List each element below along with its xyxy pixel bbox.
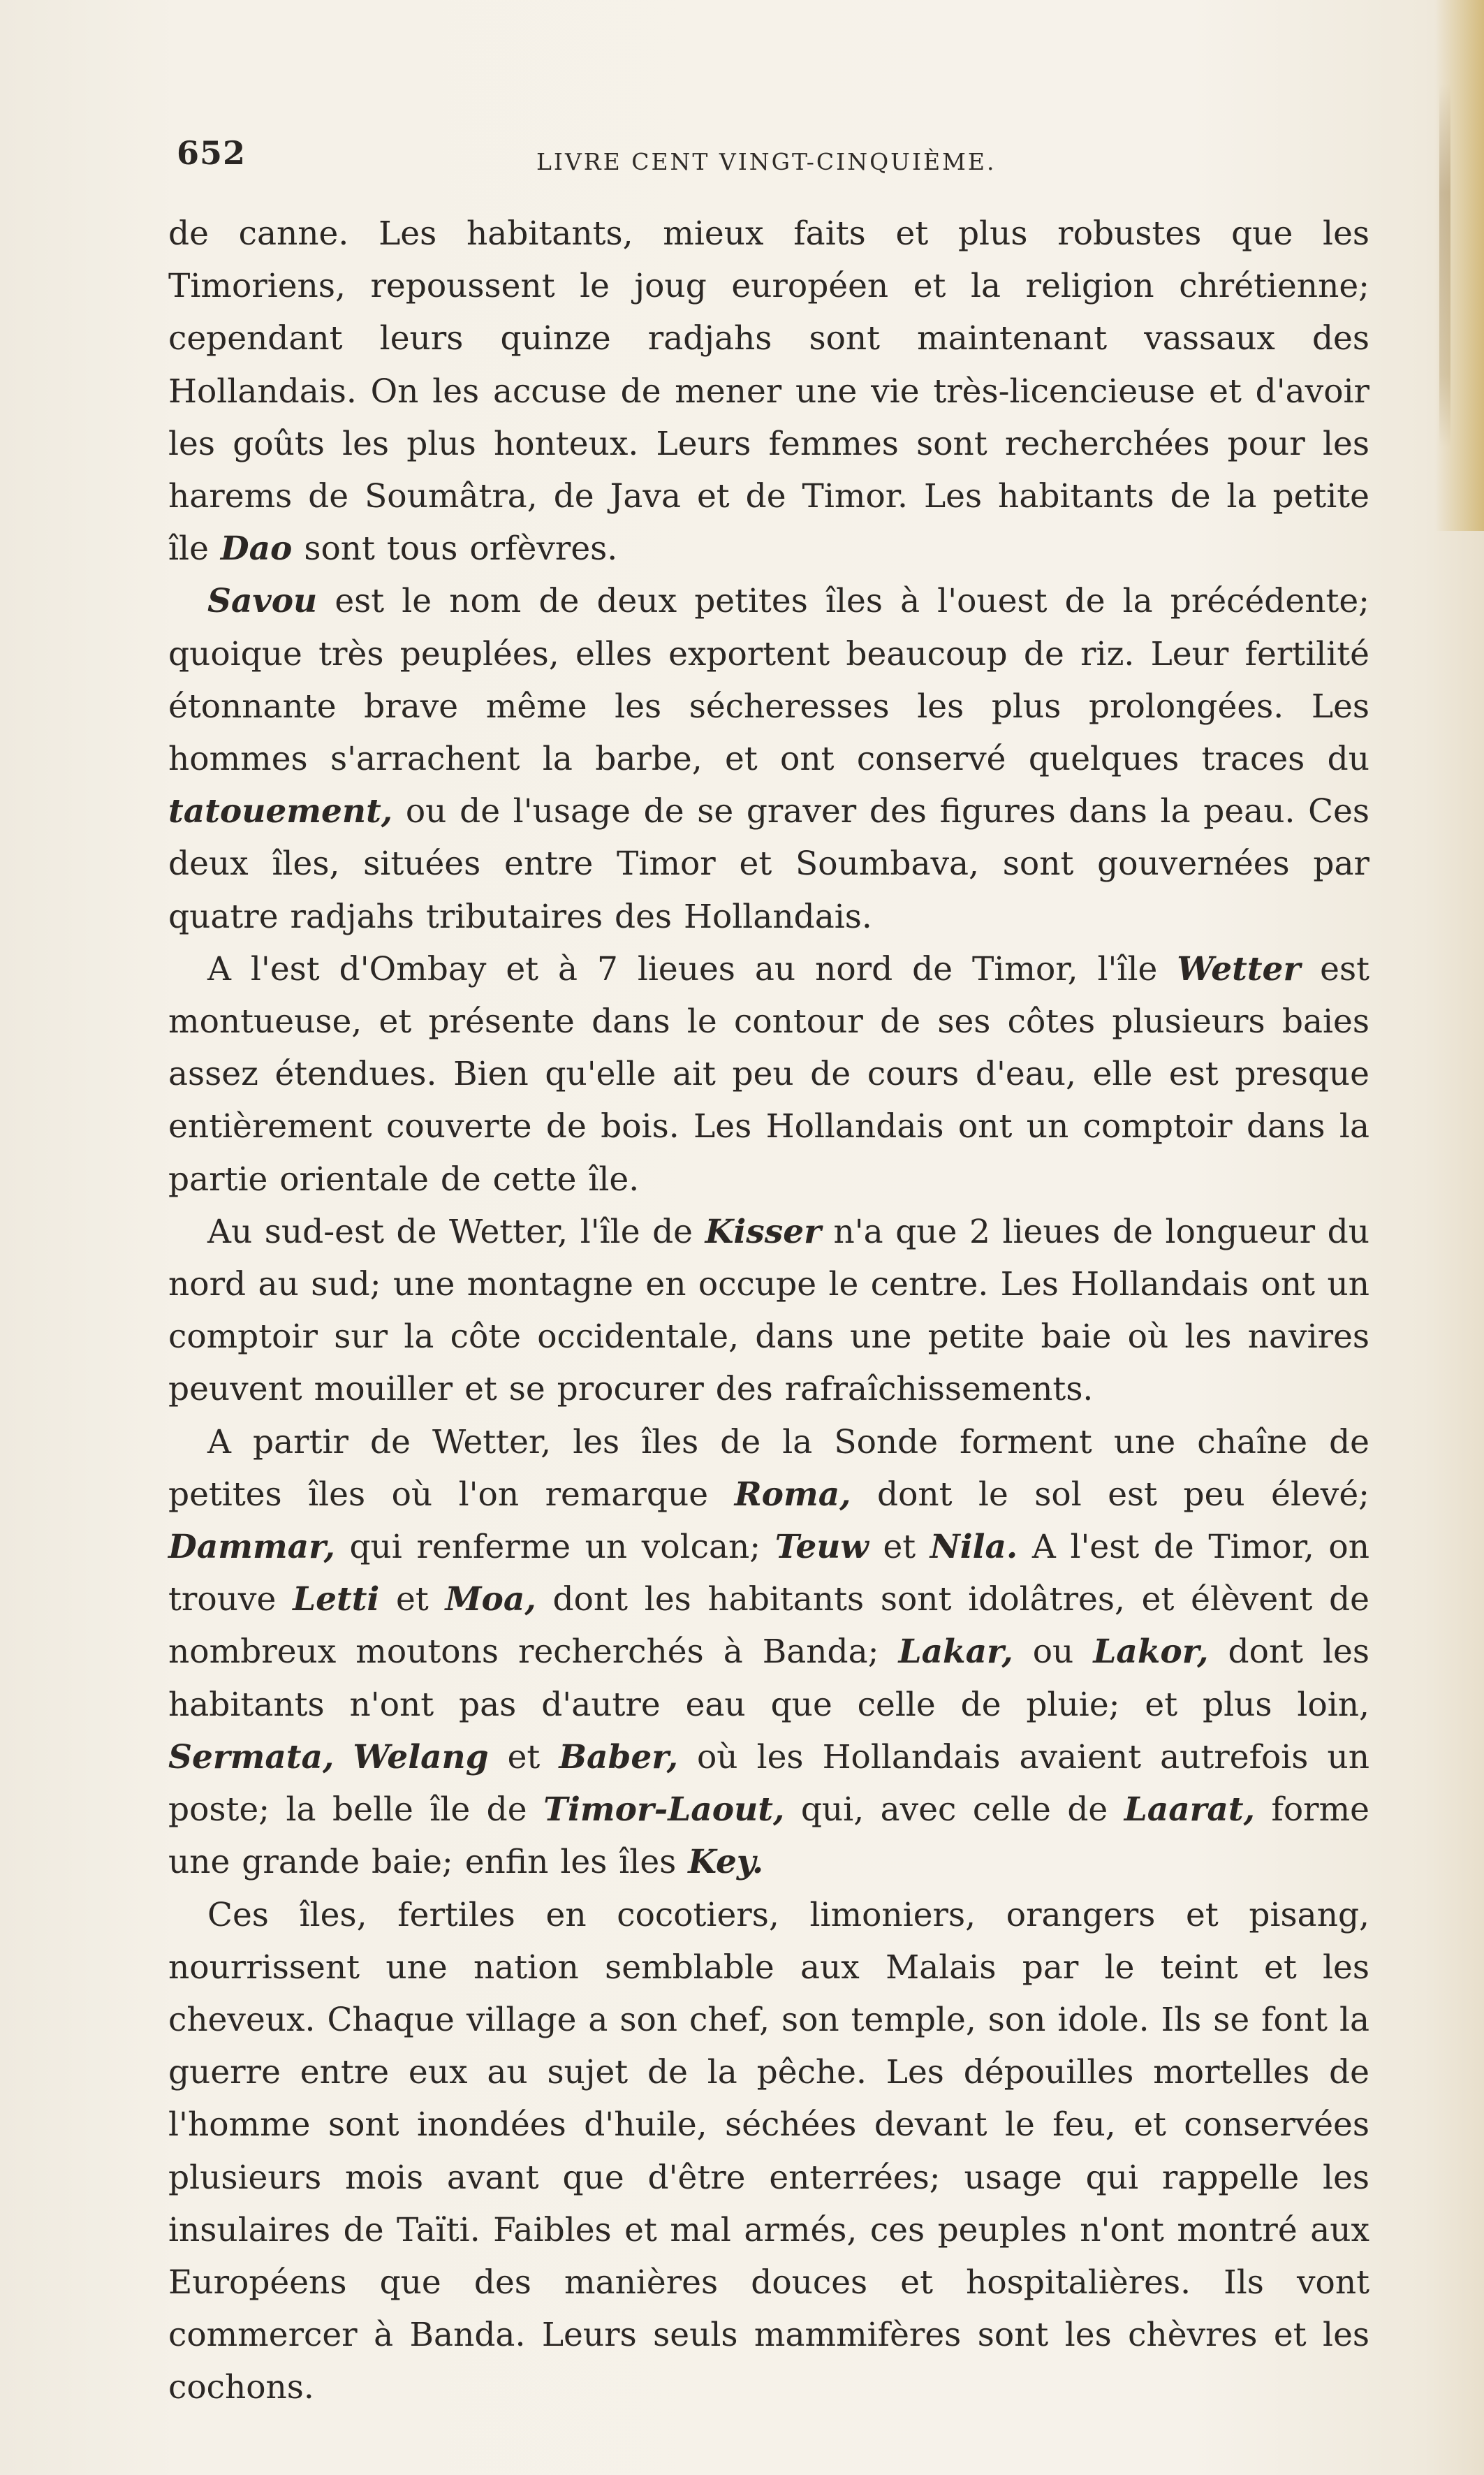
text-run: sont tous orfèvres. xyxy=(292,530,618,569)
text-run: forme une grande baie; enfin les îles xyxy=(168,1790,1369,1882)
text-run: est le nom de deux petites îles à l'ouest de la précédente; quoique très peuplées, elles exportent beaucoup de riz. Leur fertilité étonnante brave même les sécheresses les plus prolongées. Les hommes s'arrachent la barbe, et ont conservé quelques traces du xyxy=(168,582,1369,779)
text-run: et xyxy=(868,1528,930,1567)
paragraph-5 xyxy=(168,1416,1369,1889)
text-run: Ces îles, fertiles en cocotiers, limoniers, orangers et pisang, nourrissent une nation semblable aux Malais par le teint et les cheveux. Chaque village a son chef, son temple, son idole. Ils se font la guerre entre eux au sujet de la pêche. Les dépouilles mortelles de l'homme sont inondées d'huile, séchées devant le feu, et conservées plusieurs mois avant que d'être enterrées; usage qui rappelle les insulaires de Taïti. Faibles et mal armés, ces peuples n'ont montré aux Européens que des manières douces et hospitalières. Ils vont commercer à Banda. Leurs seuls mammifères sont les chèvres et les cochons. xyxy=(168,1895,1369,2407)
emphasis-run: Kisser xyxy=(705,1212,821,1251)
emphasis-run: Welang xyxy=(353,1737,489,1776)
text-run: dont les habitants sont idolâtres, et élèvent de nombreux moutons recherchés à Banda; xyxy=(168,1580,1369,1672)
text-run: dont les habitants n'ont pas d'autre eau que celle de pluie; et plus loin, xyxy=(168,1633,1369,1724)
text-run: dont le sol est peu élevé; xyxy=(851,1475,1370,1514)
emphasis-run: Key. xyxy=(688,1843,764,1882)
paragraph-6 xyxy=(168,1889,1369,2414)
emphasis-run: Timor-Laout, xyxy=(543,1790,785,1830)
paragraph-3 xyxy=(168,943,1369,1206)
page-number: 652 xyxy=(177,134,247,172)
text-run: qui, avec celle de xyxy=(784,1790,1124,1830)
page-edge-shadow xyxy=(1439,84,1450,447)
emphasis-run: Dammar, xyxy=(168,1528,335,1567)
emphasis-run: Laarat, xyxy=(1124,1790,1255,1830)
emphasis-run: Wetter xyxy=(1177,949,1301,988)
text-run: A partir de Wetter, les îles de la Sonde forment une chaîne de petites îles où l'on remarque xyxy=(168,1422,1369,1514)
emphasis-run: Lakar, xyxy=(898,1633,1013,1672)
text-run xyxy=(334,1738,353,1776)
text-run: A l'est d'Ombay et à 7 lieues au nord de Timor, l'île xyxy=(207,949,1177,988)
emphasis-run: Baber, xyxy=(559,1737,678,1776)
text-run: qui renferme un volcan; xyxy=(335,1528,775,1567)
paragraph-2 xyxy=(168,575,1369,942)
emphasis-run: Roma, xyxy=(734,1475,851,1514)
emphasis-run: Sermata, xyxy=(168,1737,335,1776)
text-run: et xyxy=(379,1580,446,1619)
emphasis-run: Dao xyxy=(220,530,293,569)
running-title: LIVRE CENT VINGT-CINQUIÈME. xyxy=(536,148,997,175)
paragraph-4 xyxy=(168,1206,1369,1416)
emphasis-run: Teuw xyxy=(774,1528,869,1567)
emphasis-run: Savou xyxy=(207,582,318,621)
emphasis-run: Lakor, xyxy=(1093,1633,1209,1672)
paragraph-1 xyxy=(168,207,1369,575)
text-run: ou de l'usage de se graver des figures dans la peau. Ces deux îles, situées entre Timor et Soumbava, sont gouvernées par quatre radjahs tributaires des Hollandais. xyxy=(168,792,1369,936)
emphasis-run: Nila. xyxy=(930,1528,1018,1567)
text-run: de canne. Les habitants, mieux faits et plus robustes que les Timoriens, repoussent le joug européen et la religion chrétienne; cependant leurs quinze radjahs sont maintenant vassaux des Hollandais. On les accuse de mener une vie très-licencieuse et d'avoir les goûts les plus honteux. Leurs femmes sont recherchées pour les harems de Soumâtra, de Java et de Timor. Les habitants de la petite île xyxy=(168,214,1369,569)
text-run: n'a que 2 lieues de longueur du nord au sud; une montagne en occupe le centre. Les Hollandais ont un comptoir sur la côte occidentale, dans une petite baie où les navires peuvent mouiller et se procurer des rafraîchissements. xyxy=(168,1212,1369,1409)
text-run: ou xyxy=(1013,1633,1094,1672)
emphasis-run: Moa, xyxy=(445,1580,536,1619)
text-run: où les Hollandais avaient autrefois un poste; la belle île de xyxy=(168,1737,1369,1830)
emphasis-run: Letti xyxy=(293,1580,380,1619)
emphasis-run: tatouement, xyxy=(168,792,393,831)
text-run: Au sud-est de Wetter, l'île de xyxy=(207,1212,705,1251)
text-run: et xyxy=(488,1737,559,1776)
text-run: A l'est de Timor, on trouve xyxy=(168,1528,1369,1619)
body-text xyxy=(168,207,1369,2414)
text-run: est montueuse, et présente dans le contour de ses côtes plusieurs baies assez étendues. Bien qu'elle ait peu de cours d'eau, elle est presque entièrement couverte de bois. Les Hollandais ont un comptoir dans la partie orientale de cette île. xyxy=(168,949,1369,1199)
